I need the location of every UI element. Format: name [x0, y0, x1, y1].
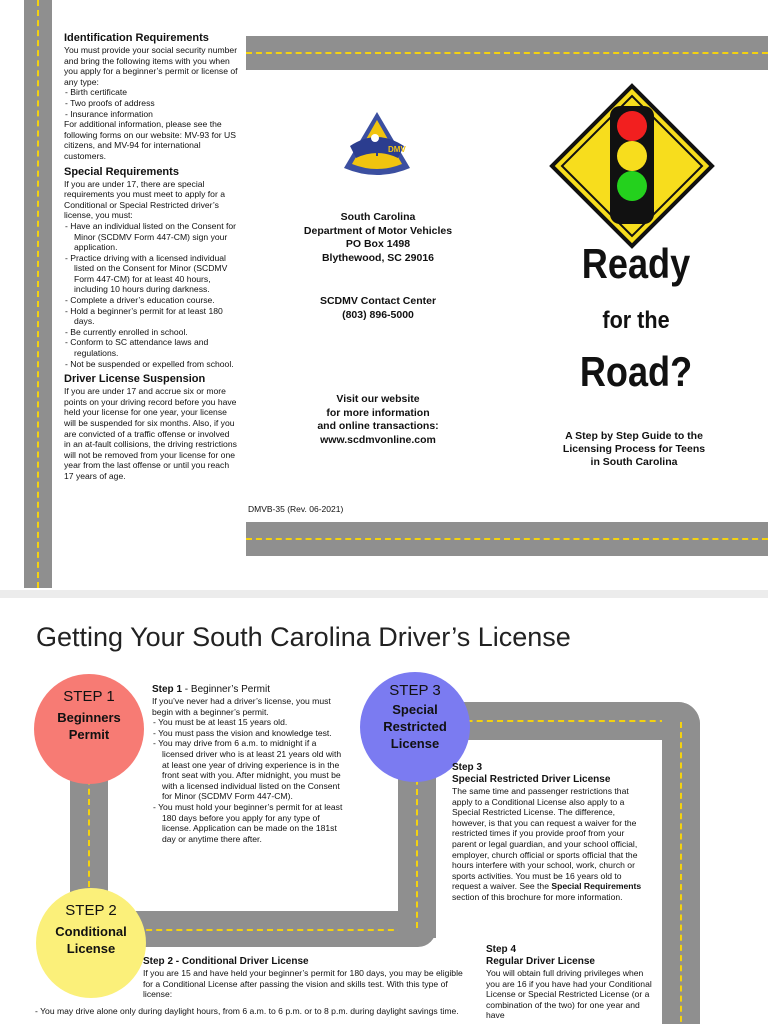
- step-4-title-a: Step 4: [486, 944, 517, 955]
- identification-title: Identification Requirements: [64, 32, 209, 44]
- step-2-name: License: [66, 941, 116, 956]
- cover-title-for-the: for the: [602, 307, 670, 334]
- list-item: - Complete a driver’s education course.: [64, 295, 238, 306]
- website-line: for more information: [326, 406, 430, 419]
- subtitle-line: in South Carolina: [590, 456, 678, 468]
- list-item: - You may drive alone only during daylight hours, from 6 a.m. to 6 p.m. or to 8 p.m. during daylight savings time.: [34, 1006, 474, 1017]
- step-2-circle: [36, 888, 146, 998]
- address-line: Department of Motor Vehicles: [303, 224, 453, 237]
- cover-subtitle: [548, 430, 720, 469]
- step-3-title-a: Step 3: [452, 762, 483, 773]
- page-divider: [0, 590, 768, 598]
- list-item: - Not be suspended or expelled from school.: [64, 359, 238, 370]
- step-1-title-a: Step 1: [152, 684, 183, 695]
- step-3-body: [452, 786, 650, 903]
- step-4-text: [486, 944, 656, 1021]
- list-item: - You may drive from 6 a.m. to midnight if a licensed driver who is at least 21 years old with at least one year of driving experience is in the front seat with you. After midnight, you must be with a licensed individual listed on the Consent for Minor (SCDMV Form 447-CM).: [152, 738, 348, 802]
- road-dash-6: [680, 722, 682, 1024]
- website-line: Visit our website: [336, 393, 420, 405]
- subtitle-line: Licensing Process for Teens: [562, 443, 706, 455]
- step-1-text: [152, 684, 348, 844]
- step-2-title-b: - Conditional Driver License: [173, 956, 309, 967]
- list-item: - Be currently enrolled in school.: [64, 327, 238, 338]
- step-2-title-a: Step 2: [143, 956, 174, 967]
- guide-heading: Getting Your South Carolina Driver’s License: [36, 622, 571, 652]
- list-item: - Insurance information: [64, 109, 238, 120]
- step-1-title: [152, 684, 348, 696]
- website-line: and online transactions:: [317, 420, 439, 432]
- cover-title-ready: Ready: [581, 240, 691, 287]
- dmv-address: [280, 211, 476, 265]
- contact-center-label: SCDMV Contact Center: [319, 295, 437, 307]
- requirements-column: [64, 32, 238, 482]
- special-intro: If you are under 17, there are special requirements you must meet to apply for a Conditional or Special Restricted driver’s license, you must:: [64, 178, 225, 221]
- website-link[interactable]: www.scdmvonline.com: [320, 433, 436, 446]
- list-item: - Conform to SC attendance laws and regulations.: [64, 337, 238, 358]
- top-road-dash: [246, 52, 768, 54]
- step-3-body-bold[interactable]: Special Requirements: [551, 881, 642, 892]
- step-2-text: [143, 956, 471, 1000]
- list-item: - You must pass the vision and knowledge test.: [152, 728, 348, 739]
- list-item: - You must hold your beginner’s permit for at least 180 days before you apply for any type of license. Application can be made on the 181st day or anytime there after.: [152, 802, 348, 844]
- step-2-label: STEP 2: [65, 902, 117, 919]
- traffic-light-sign-icon: [548, 82, 716, 250]
- identification-outro: For additional information, please see the following forms on our website: MV-93 for US citizens, and MV-94 for international customers.: [64, 119, 236, 161]
- step-4-title-b: Regular Driver License: [486, 956, 595, 967]
- special-title: Special Requirements: [64, 165, 179, 178]
- step-3-label: STEP 3: [389, 682, 441, 699]
- guide-page: [0, 598, 768, 1024]
- step-1-intro: If you’ve never had a driver’s license, you must begin with a beginner’s permit.: [152, 696, 331, 717]
- list-item: - You must be at least 15 years old.: [152, 717, 348, 728]
- address-line: South Carolina: [340, 211, 416, 223]
- road-dash-3: [126, 929, 414, 931]
- list-item: - Have an individual listed on the Consent for Minor (SCDMV Form 447-CM) sign your application.: [64, 221, 238, 253]
- step-1-title-b: - Beginner’s Permit: [182, 684, 271, 695]
- logo-text: DMV: [388, 145, 406, 154]
- left-road-dash: [37, 0, 39, 588]
- address-line: PO Box 1498: [345, 238, 411, 250]
- special-list: [64, 221, 238, 369]
- form-number: DMVB-35 (Rev. 06-2021): [248, 504, 344, 514]
- suspension-title: Driver License Suspension: [64, 373, 206, 386]
- dmv-logo: [338, 108, 416, 180]
- road-dash-5: [436, 720, 676, 722]
- website-info: [280, 393, 476, 447]
- step-1-name: Beginners: [57, 710, 121, 725]
- step-3-name: Restricted: [383, 719, 447, 734]
- address-line: Blythewood, SC 29016: [321, 251, 435, 264]
- contact-center: [280, 295, 476, 322]
- list-item: - Two proofs of address: [64, 98, 238, 109]
- list-item: - Practice driving with a licensed individual listed on the Consent for Minor (SCDMV Form 447-CM) for at least 40 hours, including 10 hours during darkness.: [64, 253, 238, 295]
- list-item: - Hold a beginner’s permit for at least 180 days.: [64, 306, 238, 327]
- step-1-name: Permit: [68, 727, 110, 742]
- bottom-road-dash: [246, 538, 768, 540]
- step-4-body: You will obtain full driving privileges when you are 16 if you have had your Conditional License or Special Restricted License (or a combination of the two) for one year and have: [486, 968, 652, 1021]
- step-3-body-a: The same time and passenger restrictions that apply to a Conditional License also apply to a Special Restricted License. The difference, however, is that you can request a waiver for the restricted times if you provide proof from your parent or legal guardian, and your school official, employer, church official or sports official that the hours interfere with your school, work, church or sports activities. You must be 16 years old to request a waiver. See the: [452, 786, 638, 892]
- step-2-name: Conditional: [55, 924, 127, 939]
- step-1-label: STEP 1: [63, 688, 115, 705]
- step-3-text: [452, 762, 650, 903]
- cover-title-road: Road?: [579, 348, 693, 395]
- subtitle-line: A Step by Step Guide to the: [565, 430, 703, 442]
- step-3-title-b: Special Restricted Driver License: [452, 774, 611, 785]
- step-1-list: [152, 717, 348, 844]
- step-1-circle: [34, 674, 144, 784]
- suspension-text: If you are under 17 and accrue six or more points on your driving record before you have held your license for one year, your license will be suspended for six months. Also, if you are convicted of a traffic offense or involved in an at-fault collisions, the driving restrictions will not be removed from your license for one year from the last offense or until you reach 17 years of age.: [64, 386, 237, 481]
- step-3-body-b: section of this brochure for more information.: [452, 891, 623, 902]
- contact-phone: (803) 896-5000: [342, 308, 414, 321]
- identification-intro: You must provide your social security number and bring the following items with you when you apply for a beginner’s permit or license of any type:: [64, 45, 238, 87]
- identification-list: [64, 87, 238, 119]
- step-2-title: [143, 956, 471, 968]
- step-2-item: [34, 1006, 474, 1017]
- step-2-text-body: If you are 15 and have held your beginner’s permit for 180 days, you may be eligible for a Conditional License after passing the vision and skills test. With this type of license:: [143, 968, 463, 1000]
- step-3-name: License: [390, 736, 440, 751]
- list-item: - Birth certificate: [64, 87, 238, 98]
- step-3-name: Special: [392, 702, 438, 717]
